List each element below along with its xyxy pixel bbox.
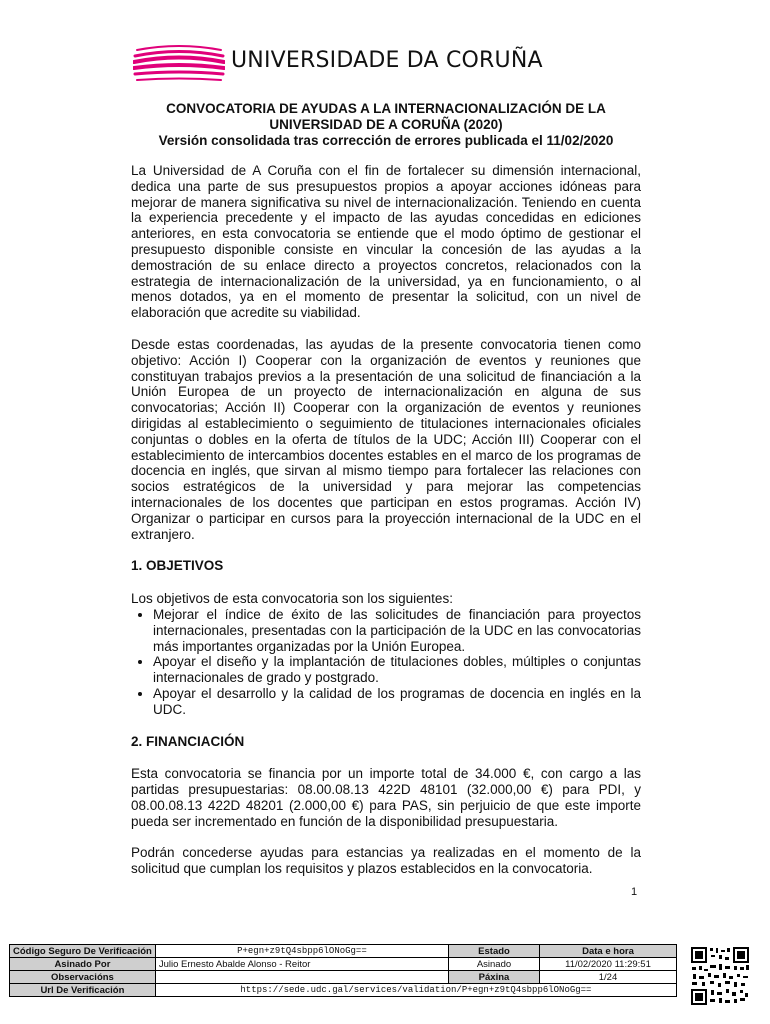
state-label: Estado — [449, 945, 540, 958]
document-title — [131, 101, 641, 149]
page-value: 1/24 — [540, 971, 677, 984]
intro-paragraph-2: Desde estas coordenadas, las ayudas de la presente convocatoria tienen como objetivo: Acción I) Cooperar con la organización de eventos y reuniones que constituyan trabajos previos a la presentación de una solicitud de financiación a la Unión Europea de un proyecto de internacionalización en alguna de sus convocatorias; Acción II) Cooperar con la organización de eventos y reuniones dirigidas al establecimiento o seguimiento de titulaciones internacionales oficiales conjuntas o dobles en la oferta de títulos de la UDC; Acción III) Cooperar con el establecimiento de intercambios docentes estables en el marco de los programas de docencia en inglés, que sirvan al mismo tiempo para fortalecer las relaciones con socios estratégicos de la universidad y para mejorar las competencias internacionales de los docentes que participan en estos programas. Acción IV) Organizar o participar en cursos para la proyección internacional de la UDC en el extranjero. — [131, 336, 641, 542]
list-item: • Apoyar el desarrollo y la calidad de los programas de docencia en inglés en la UDC. — [153, 686, 641, 718]
verification-footer — [9, 944, 677, 997]
signed-label: Asinado Por — [10, 958, 156, 971]
code-value: P+egn+z9tQ4sbpp6lONoGg== — [155, 945, 448, 958]
observations-label: Observacións — [10, 971, 156, 984]
title-line-1: CONVOCATORIA DE AYUDAS A LA INTERNACIONALIZACIÓN DE LA — [166, 101, 606, 116]
document-body — [131, 163, 641, 893]
list-item: • Mejorar el índice de éxito de las solicitudes de financiación para proyectos internacionales, presentadas con la participación de la UDC en las convocatorias más importantes organizadas por la Unión Europea. — [153, 607, 641, 654]
code-label: Código Seguro De Verificación — [10, 945, 156, 958]
qr-code-icon — [690, 946, 750, 1006]
date-label: Data e hora — [540, 945, 677, 958]
title-line-2: UNIVERSIDAD DE A CORUÑA (2020) — [269, 117, 503, 132]
title-line-3: Versión consolidada tras corrección de errores publicada el 11/02/2020 — [158, 133, 614, 148]
state-value: Asinado — [449, 958, 540, 971]
page-number: 1 — [631, 886, 638, 898]
objetivos-list — [131, 607, 641, 718]
university-logo — [133, 40, 543, 84]
observations-value — [155, 971, 448, 984]
objetivos-lead: Los objetivos de esta convocatoria son los siguientes: — [131, 591, 453, 607]
section-heading-objetivos: 1. OBJETIVOS — [131, 558, 224, 574]
date-value: 11/02/2020 11:29:51 — [540, 958, 677, 971]
signed-value: Julio Ernesto Abalde Alonso - Reitor — [155, 958, 448, 971]
list-item: • Apoyar el diseño y la implantación de titulaciones dobles, múltiples o conjuntas internacionales de grado y postgrado. — [153, 654, 641, 686]
url-label: Url De Verificación — [10, 984, 156, 997]
verification-url[interactable]: https://sede.udc.gal/services/validation/P+egn+z9tQ4sbpp6lONoGg== — [155, 984, 676, 997]
udc-logo-icon — [133, 40, 225, 84]
intro-paragraph-1: La Universidad de A Coruña con el fin de fortalecer su dimensión internacional, dedica una parte de sus presupuestos propios a apoyar acciones idóneas para mejorar de manera significativa su nivel de internacionalización. Teniendo en cuenta la experiencia precedente y el impacto de las ayudas concedidas en ediciones anteriores, en esta convocatoria se entiende que el modo óptimo de gestionar el presupuesto disponible consiste en vincular la concesión de las ayudas a la demostración de su enlace directo a proyectos concretos, relacionados con la estrategia de internacionalización de la universidad, ya en funcionamiento, o al menos dotados, ya en el momento de presentar la solicitud, con un nivel de elaboración que acredite su viabilidad. — [131, 163, 641, 321]
university-name: UNIVERSIDADE DA CORUÑA — [231, 48, 543, 73]
page-label: Páxina — [449, 971, 540, 984]
financiacion-paragraph-1: Esta convocatoria se financia por un importe total de 34.000 €, con cargo a las partidas presupuestarias: 08.00.08.13 422D 48101 (32.000,00 €) para PDI, y 08.00.08.13 422D 48201 (2.000,00 €) para PAS, sin perjuicio de que este importe pueda ser incrementado en función de la disponibilidad presupuestaria. — [131, 766, 641, 829]
financiacion-paragraph-2: Podrán concederse ayudas para estancias ya realizadas en el momento de la solicitud que cumplan los requisitos y plazos establecidos en la convocatoria. — [131, 845, 641, 877]
section-heading-financiacion: 2. FINANCIACIÓN — [131, 733, 245, 749]
